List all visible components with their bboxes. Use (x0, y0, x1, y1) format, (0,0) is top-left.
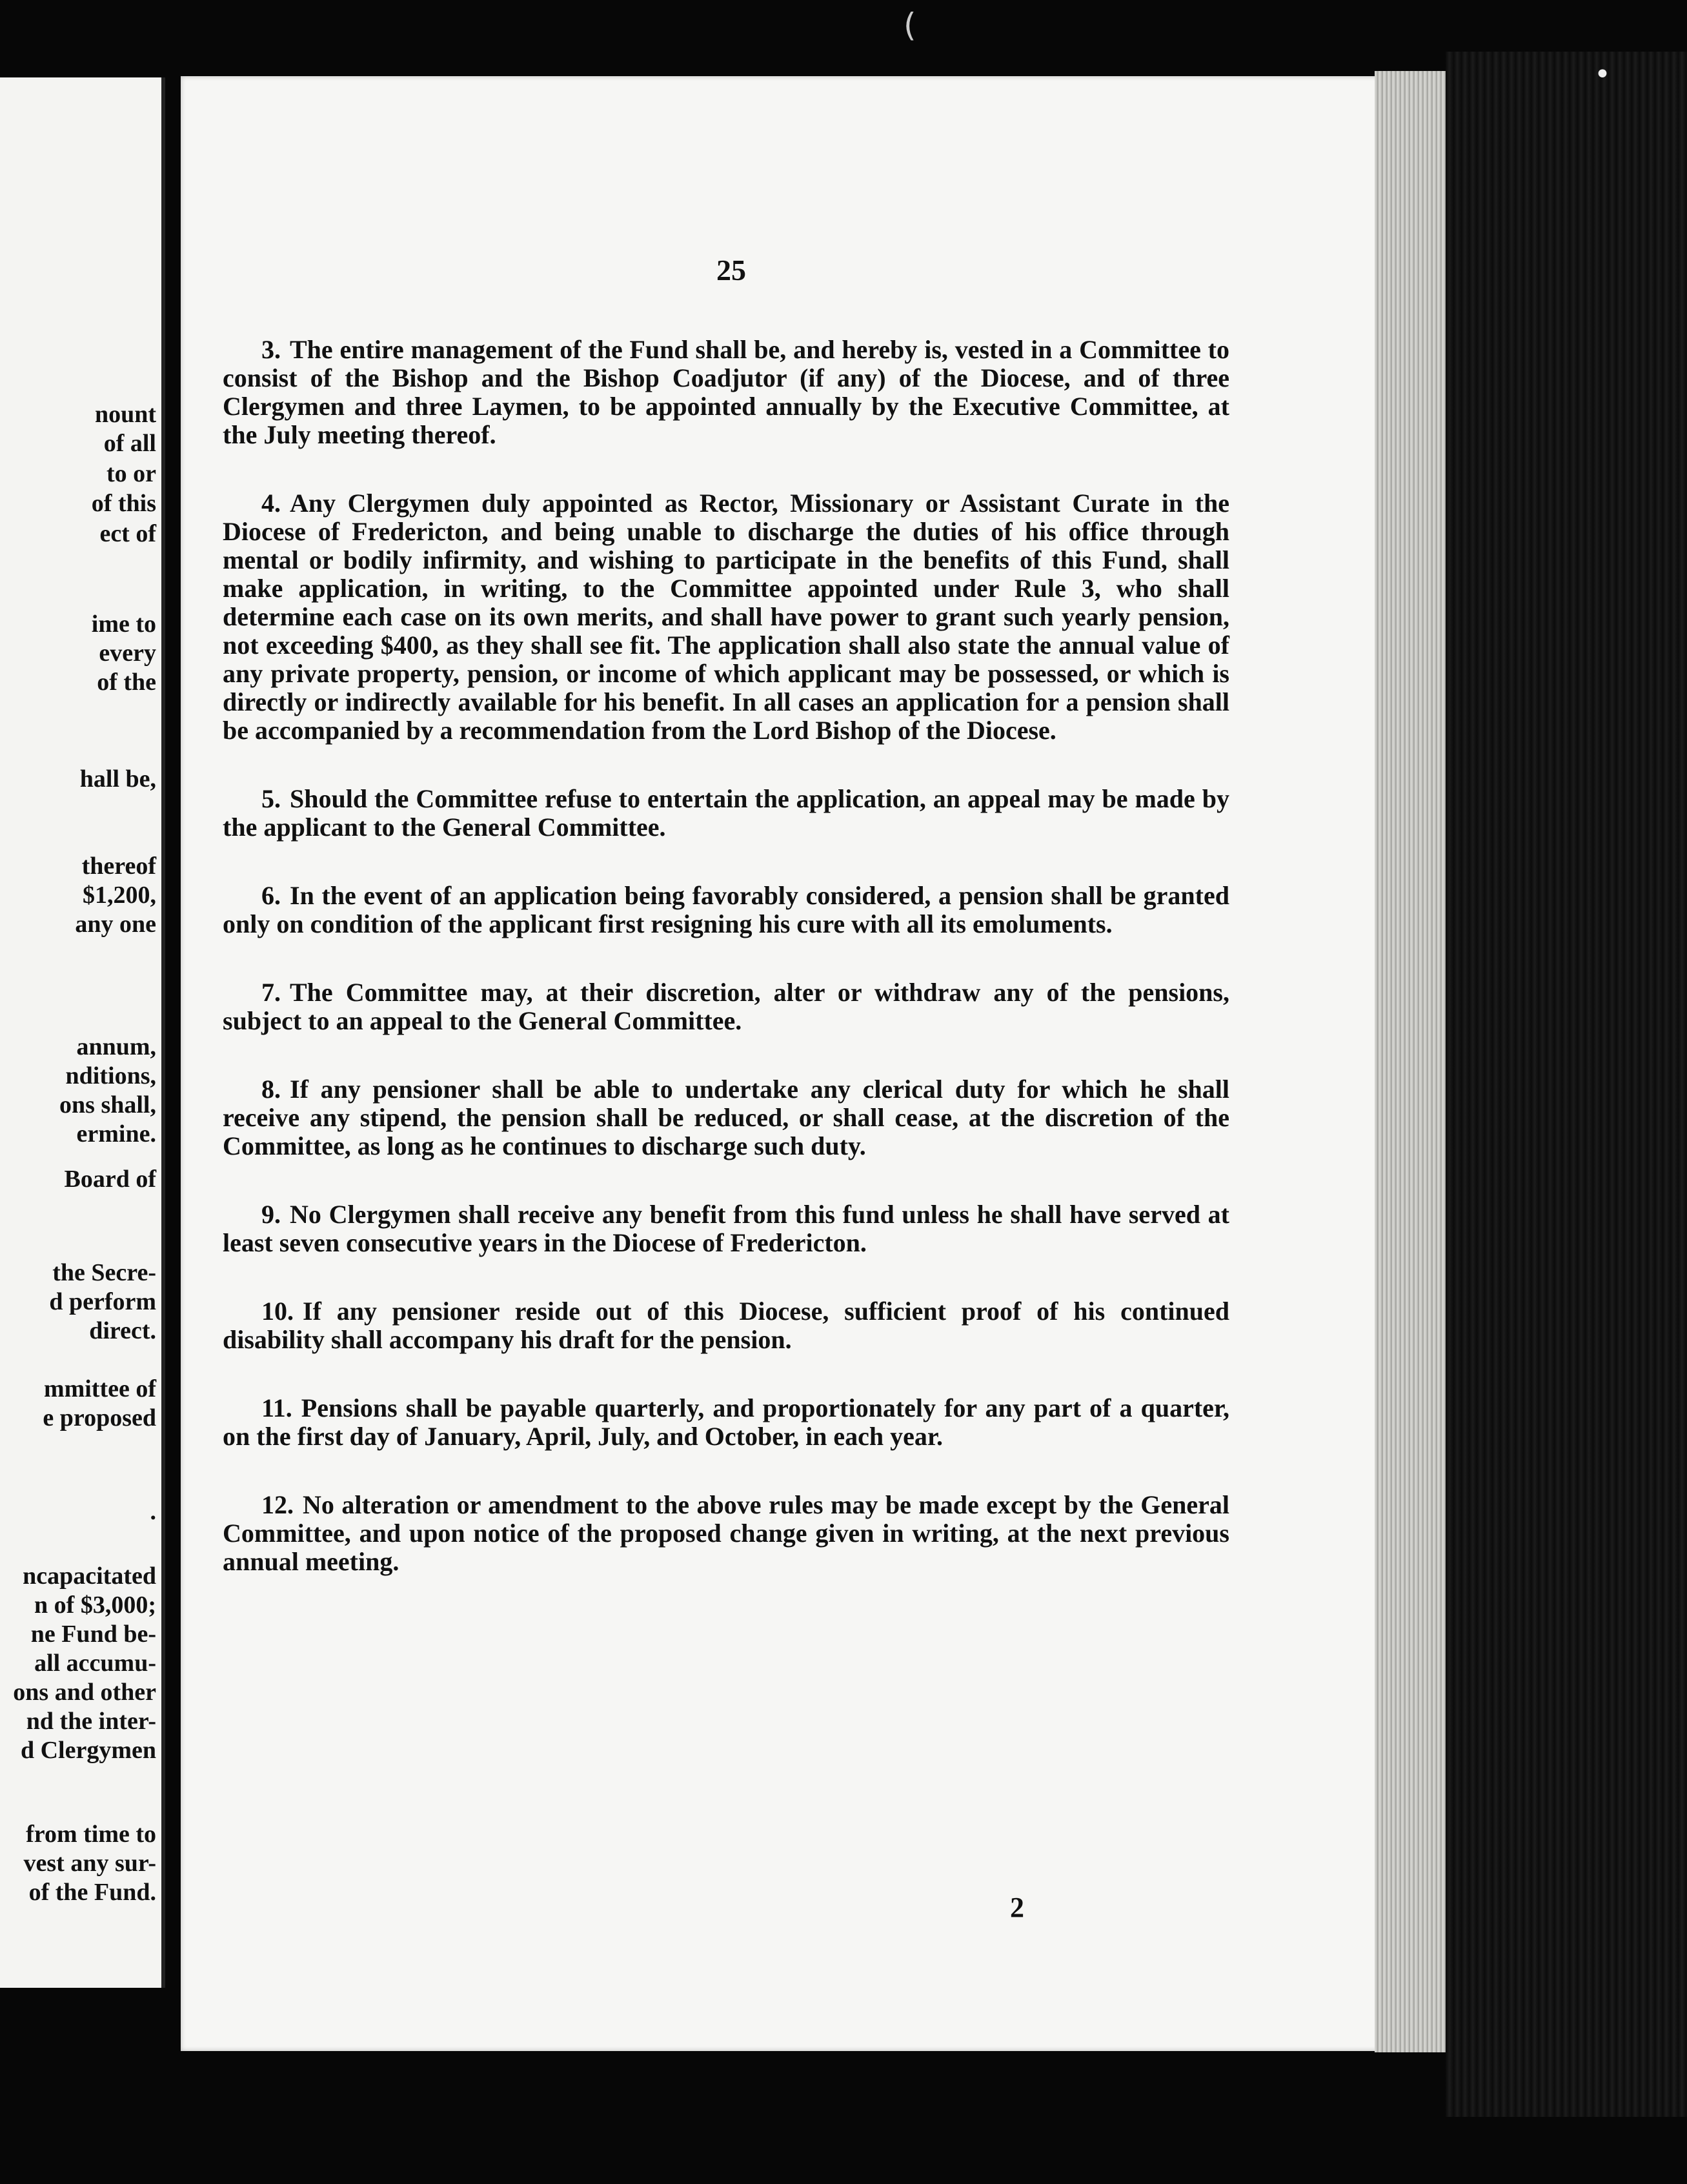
rule-number: 6. (261, 881, 281, 910)
left-page-fragment: to or (106, 460, 156, 487)
rule-number: 4. (261, 489, 281, 518)
left-page-fragment: nount (94, 401, 156, 428)
left-page-fragment: ons and other (13, 1679, 156, 1706)
left-page-fragment: the Secre- (52, 1259, 156, 1286)
left-page-fragment: all accumu- (34, 1650, 156, 1677)
rule-paragraph (223, 336, 1229, 449)
left-page-fragment: thereof (81, 853, 156, 880)
left-page-fragment: of the Fund. (28, 1879, 156, 1906)
rule-paragraph (223, 882, 1229, 938)
rule-number: 11. (261, 1393, 292, 1422)
left-page-fragment: any one (75, 911, 156, 938)
left-page-fragment: . (150, 1498, 156, 1525)
left-page-fragment: ermine. (76, 1120, 156, 1148)
rule-text: Should the Committee refuse to entertain the application, an appeal may be made by the applicant to the General Committee. (223, 784, 1229, 842)
rule-text: Any Clergymen duly appointed as Rector, Missionary or Assistant Curate in the Diocese of Fredericton, and being unable to discharge the duties of his office through mental or bodily infirmity, and wishing to participate in the benefits of this Fund, shall make application, in writing, to the Committee appointed under Rule 3, who shall determine each case on its own merits, and shall have power to grant such yearly pension, not exceeding $400, as they shall see fit. The application shall also state the annual value of any private property, pension, or income of which applicant may be possessed, or which is directly or indirectly available for his benefit. In all cases an application for a pension shall be accompanied by a recommendation from the Lord Bishop of the Diocese. (223, 489, 1229, 745)
left-page-fragment: from time to (26, 1821, 156, 1848)
left-page-fragment: $1,200, (83, 882, 156, 909)
left-page-fragment: e proposed (43, 1404, 156, 1431)
rule-number: 8. (261, 1075, 281, 1104)
left-page-fragment: nd the inter- (26, 1708, 156, 1735)
left-page-fragment: vest any sur- (23, 1850, 156, 1877)
left-page-fragment: d perform (49, 1288, 156, 1315)
left-page-fragment: every (99, 640, 156, 667)
rule-number: 5. (261, 784, 281, 813)
left-page-fragment: of all (103, 430, 156, 457)
rule-number: 7. (261, 978, 281, 1007)
left-page-fragment: mmittee of (43, 1375, 156, 1402)
rule-paragraph (223, 1394, 1229, 1451)
left-facing-page (0, 77, 165, 1988)
rule-paragraph (223, 1491, 1229, 1576)
left-page-fragment: of this (91, 490, 156, 517)
left-page-fragment: ons shall, (59, 1091, 156, 1118)
rule-text: The Committee may, at their discretion, alter or withdraw any of the pensions, subject to an appeal to the General Committee. (223, 978, 1229, 1035)
signature-mark: 2 (1010, 1892, 1024, 1923)
rules-body (223, 336, 1229, 1616)
left-page-fragment: of the (97, 669, 156, 696)
page-number: 25 (716, 254, 746, 287)
scan-speck: • (1594, 58, 1611, 91)
rule-text: In the event of an application being favorably considered, a pension shall be granted only on condition of the applicant first resigning his cure with all its emoluments. (223, 881, 1229, 938)
left-page-fragment: ime to (91, 611, 156, 638)
rule-text: If any pensioner reside out of this Diocese, sufficient proof of his continued disability shall accompany his draft for the pension. (223, 1297, 1229, 1354)
left-page-fragment: annum, (76, 1033, 156, 1060)
book-edge-shadow (1446, 52, 1687, 2117)
rule-paragraph (223, 489, 1229, 745)
rule-number: 3. (261, 335, 281, 364)
rule-paragraph (223, 785, 1229, 842)
left-page-fragment: ncapacitated (23, 1562, 156, 1590)
rule-text: Pensions shall be payable quarterly, and proportionately for any part of a quarter, on the first day of January, April, July, and October, in each year. (223, 1393, 1229, 1451)
rule-paragraph (223, 1297, 1229, 1354)
rule-number: 10. (261, 1297, 294, 1326)
rule-paragraph (223, 1200, 1229, 1257)
rule-text: If any pensioner shall be able to undertake any clerical duty for which he shall receive any stipend, the pension shall be reduced, or shall cease, at the discretion of the Committee, as long as he continues to discharge such duty. (223, 1075, 1229, 1160)
left-page-fragment: ect of (99, 520, 156, 547)
left-page-fragment: n of $3,000; (34, 1592, 156, 1619)
rule-number: 9. (261, 1200, 281, 1229)
left-page-fragment: Board of (64, 1166, 156, 1193)
rule-text: The entire management of the Fund shall be, and hereby is, vested in a Committee to consist of the Bishop and the Bishop Coadjutor (if any) of the Diocese, and of three Clergymen and three Laymen, to be appointed annually by the Executive Committee, at the July meeting thereof. (223, 335, 1229, 449)
rule-paragraph (223, 1075, 1229, 1160)
left-page-fragment: hall be, (79, 765, 156, 793)
page-edges (1375, 71, 1446, 2052)
left-page-fragment: nditions, (65, 1062, 156, 1089)
rule-number: 12. (261, 1490, 294, 1519)
rule-text: No Clergymen shall receive any benefit from this fund unless he shall have served at least seven consecutive years in the Diocese of Fredericton. (223, 1200, 1229, 1257)
left-page-fragment: direct. (89, 1317, 156, 1344)
rule-text: No alteration or amendment to the above rules may be made except by the General Committee, and upon notice of the proposed change given in writing, at the next previous annual meeting. (223, 1490, 1229, 1576)
left-page-fragment: d Clergymen (20, 1737, 156, 1764)
rule-paragraph (223, 978, 1229, 1035)
left-page-fragment: ne Fund be- (30, 1621, 156, 1648)
scan-speck: ( (904, 6, 916, 44)
